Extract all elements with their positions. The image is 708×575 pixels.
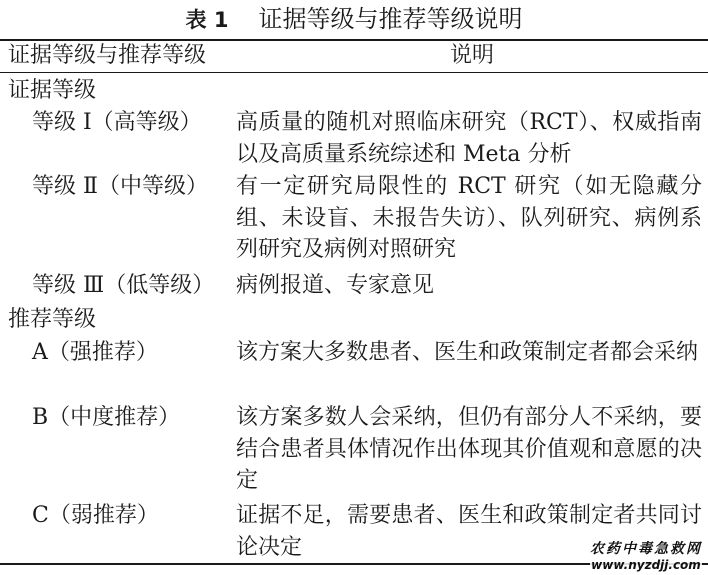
row-description: 该方案大多数患者、医生和政策制定者都会采纳 [236,340,699,365]
watermark-site-url: www.nyzdjj.com [591,558,701,572]
section-heading-evidence: 证据等级 [8,78,97,103]
row-label: C（弱推荐） [32,503,159,528]
row-label: 等级 Ⅲ（低等级） [32,273,215,298]
section-heading-recommendation: 推荐等级 [8,307,97,332]
row-label: B（中度推荐） [32,405,181,430]
row-description: 该方案多数人会采纳，但仍有部分人不采纳，要结合患者具体情况作出体现其价值观和意愿的决定 [236,405,702,493]
row-description: 证据不足，需要患者、医生和政策制定者共同讨论决定 [236,503,702,560]
row-description: 病例报道、专家意见 [236,273,435,298]
row-label: 等级 Ⅱ（中等级） [32,174,208,199]
table-header-rule [0,72,708,73]
row-description: 高质量的随机对照临床研究（RCT）、权威指南以及高质量系统综述和 Meta 分析 [236,110,702,167]
table-title: 证据等级与推荐等级说明 [258,5,523,33]
row-label: A（强推荐） [32,340,158,365]
watermark-site-name: 农药中毒急救网 [590,541,702,557]
column-header-level: 证据等级与推荐等级 [8,43,207,68]
table-number: 表 1 [185,8,229,32]
row-label: 等级 Ⅰ（高等级） [32,110,202,135]
row-description: 有一定研究局限性的 RCT 研究（如无隐藏分组、未设盲、未报告失访）、队列研究、病例系列研究及病例对照研究 [236,174,702,262]
column-header-description: 说明 [449,43,494,68]
table-caption [0,2,708,37]
site-watermark [590,541,702,573]
